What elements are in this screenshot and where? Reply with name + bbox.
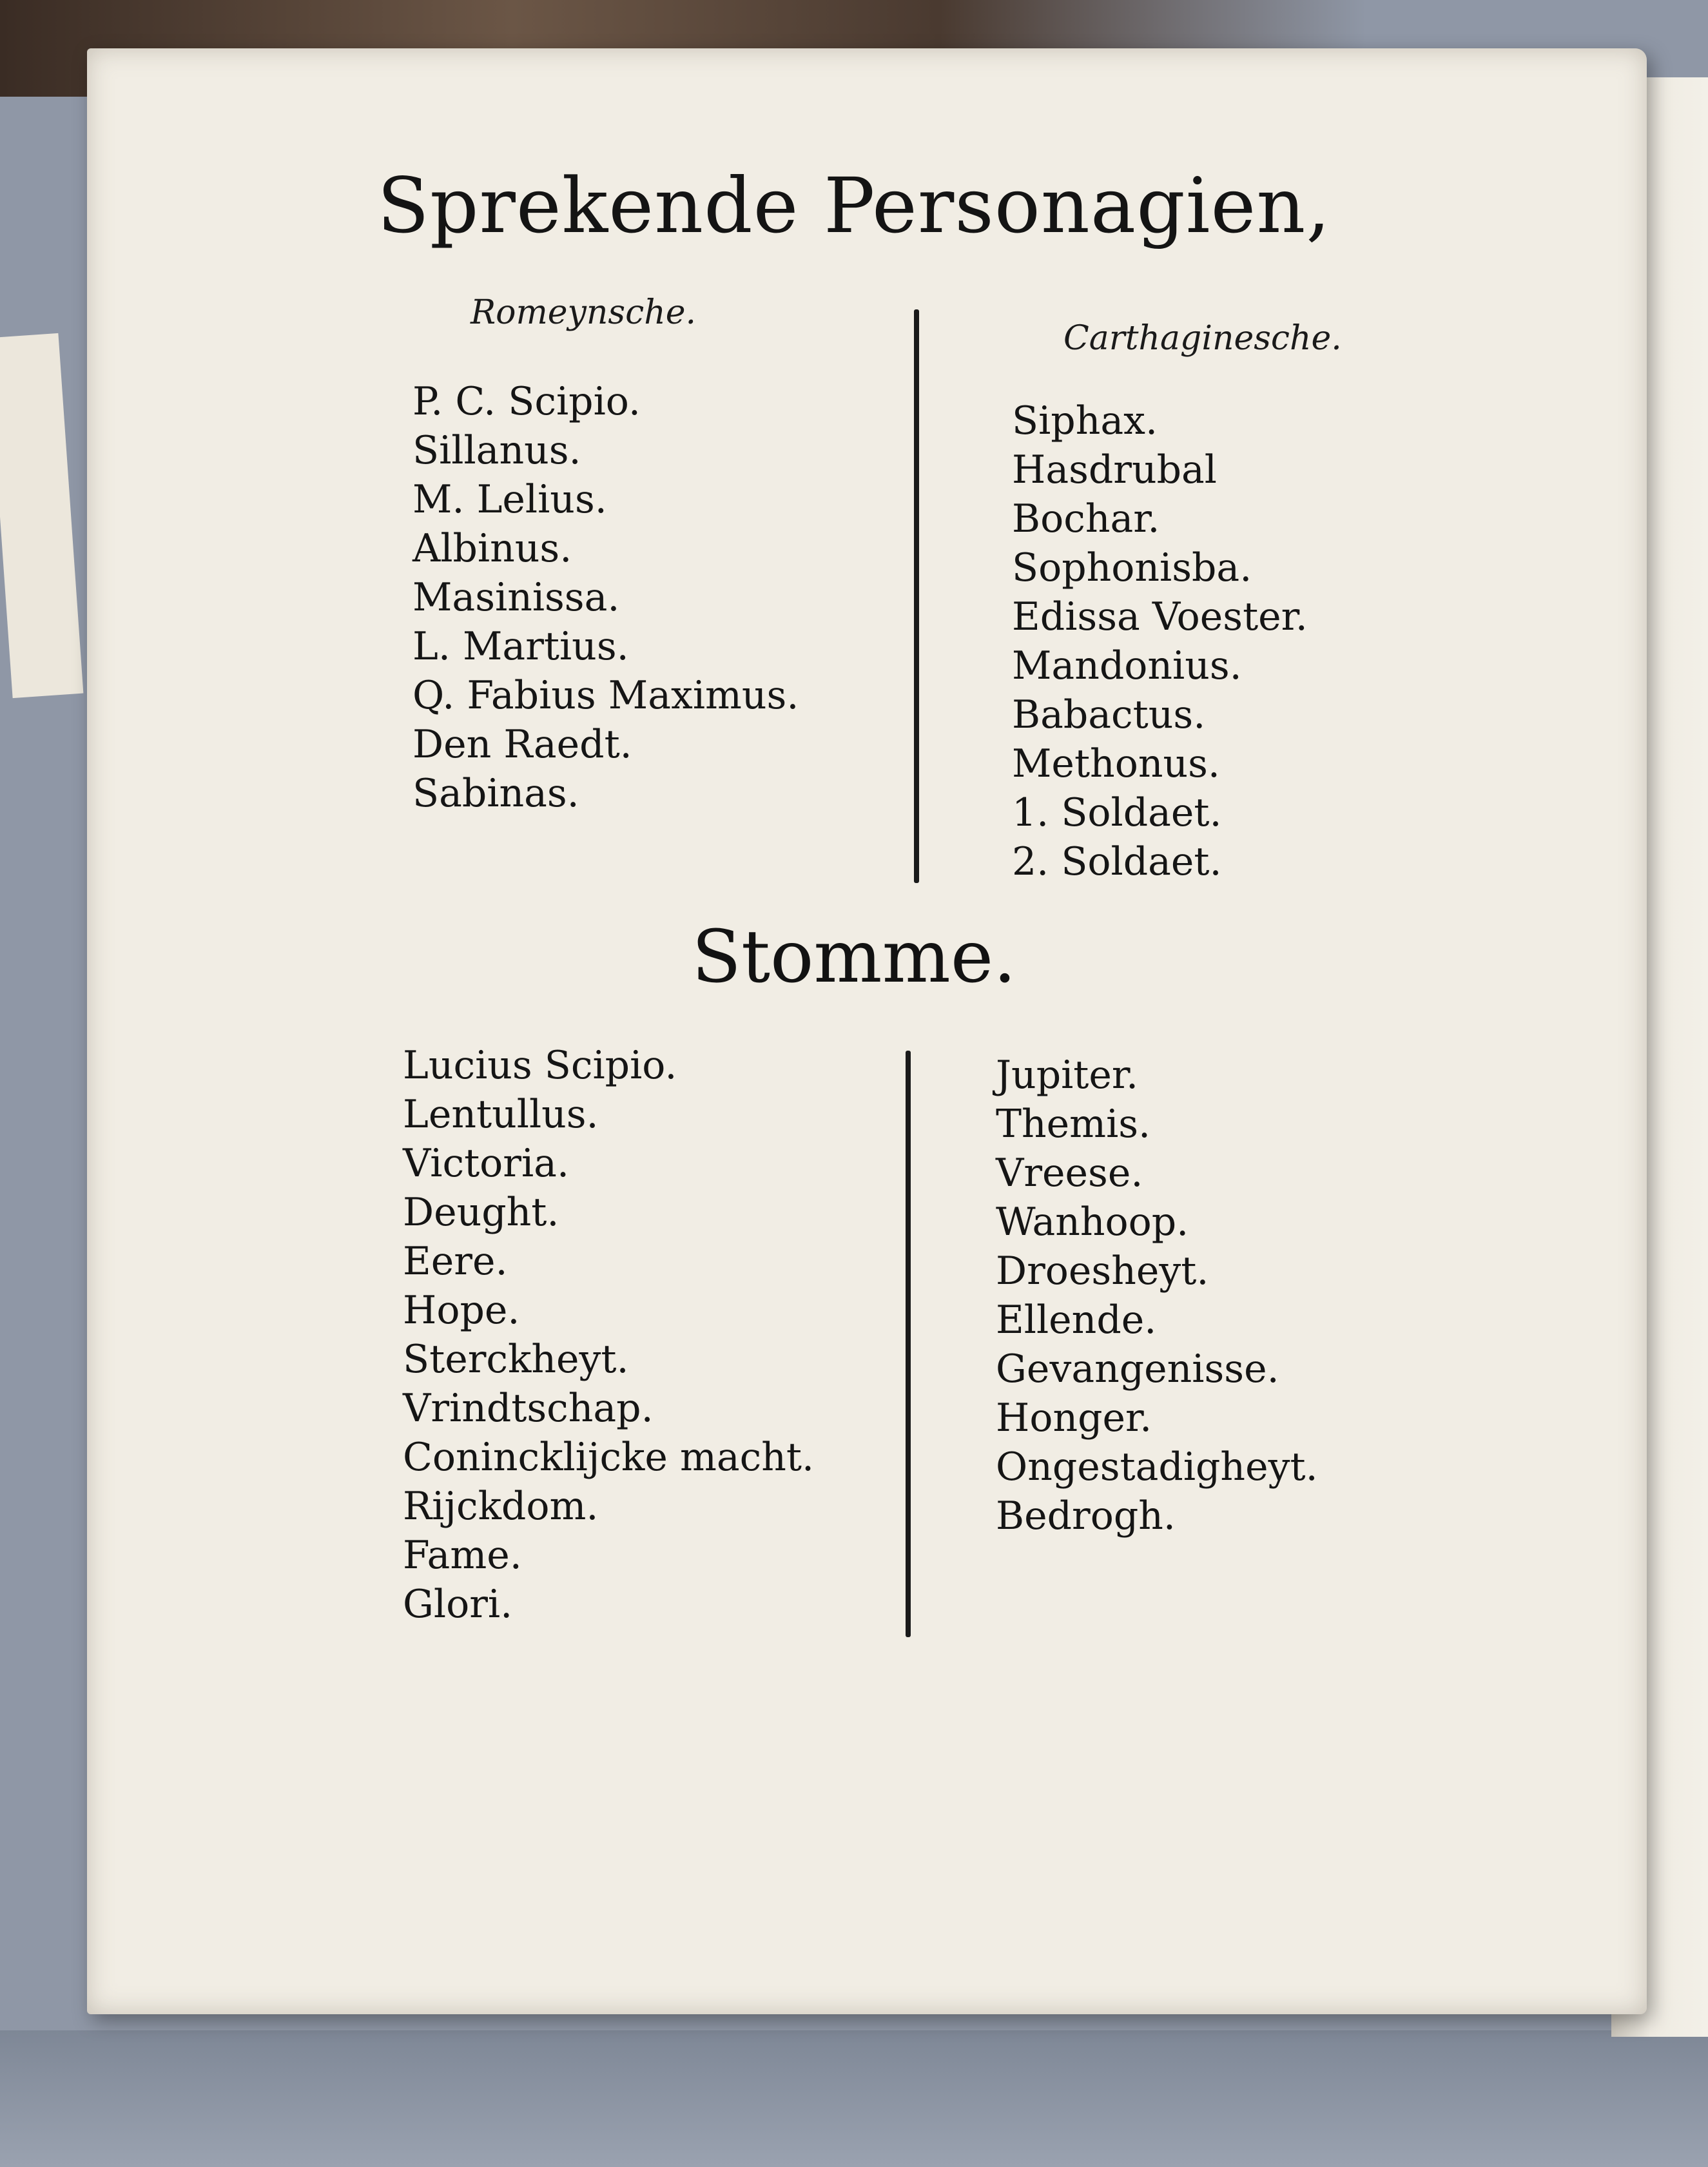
roman-characters-list <box>412 377 799 818</box>
list-item: Deught. <box>403 1190 559 1235</box>
silent-characters-right-list <box>996 1051 1318 1540</box>
list-item: Droesheyt. <box>996 1249 1209 1294</box>
list-item: Honger. <box>996 1395 1152 1441</box>
list-item: Glori. <box>403 1582 513 1627</box>
list-item: Rijckdom. <box>403 1484 599 1529</box>
page-title: Sprekende Personagien, <box>377 161 1331 250</box>
column-divider-top <box>914 309 919 883</box>
list-item: Sillanus. <box>412 428 581 473</box>
carthaginian-heading: Carthaginesche. <box>1063 319 1342 358</box>
list-item: Conincklijcke macht. <box>403 1435 815 1480</box>
background-cloth <box>0 2030 1708 2167</box>
list-item: Lentullus. <box>403 1092 599 1137</box>
list-item: L. Martius. <box>412 624 629 669</box>
list-item: Fame. <box>403 1533 522 1578</box>
list-item: Babactus. <box>1012 692 1206 737</box>
list-item: Eere. <box>403 1239 508 1284</box>
list-item: Vreese. <box>996 1151 1143 1196</box>
list-item: Ellende. <box>996 1297 1157 1343</box>
list-item: Siphax. <box>1012 398 1158 443</box>
list-item: 2. Soldaet. <box>1012 839 1222 884</box>
carthaginian-characters-list <box>1012 396 1308 886</box>
list-item: Bochar. <box>1012 496 1160 541</box>
list-item: M. Lelius. <box>412 477 607 522</box>
list-item: Themis. <box>996 1102 1151 1147</box>
list-item: Jupiter. <box>996 1053 1139 1098</box>
list-item: Hope. <box>403 1288 520 1333</box>
list-item: Hasdrubal <box>1012 447 1217 492</box>
list-item: Sophonisba. <box>1012 545 1252 590</box>
list-item: Albinus. <box>412 526 572 571</box>
list-item: Den Raedt. <box>412 722 632 767</box>
list-item: Methonus. <box>1012 741 1220 786</box>
list-item: Sabinas. <box>412 771 579 816</box>
list-item: Vrindtschap. <box>403 1386 654 1431</box>
silent-characters-left-list <box>403 1041 814 1629</box>
list-item: Wanhoop. <box>996 1200 1189 1245</box>
column-divider-bottom <box>906 1051 911 1637</box>
list-item: Sterckheyt. <box>403 1337 629 1382</box>
list-item: Edissa Voester. <box>1012 594 1308 639</box>
roman-heading: Romeynsche. <box>471 293 697 332</box>
list-item: Q. Fabius Maximus. <box>412 673 799 718</box>
book-page <box>87 48 1647 2014</box>
silent-heading: Stomme. <box>692 915 1016 999</box>
list-item: Ongestadigheyt. <box>996 1444 1318 1490</box>
list-item: Mandonius. <box>1012 643 1242 688</box>
paper-slip <box>0 333 83 698</box>
list-item: Bedrogh. <box>996 1493 1176 1539</box>
list-item: Lucius Scipio. <box>403 1043 677 1088</box>
list-item: Gevangenisse. <box>996 1346 1279 1392</box>
list-item: 1. Soldaet. <box>1012 790 1222 835</box>
list-item: Victoria. <box>403 1141 570 1186</box>
list-item: Masinissa. <box>412 575 620 620</box>
list-item: P. C. Scipio. <box>412 379 641 424</box>
